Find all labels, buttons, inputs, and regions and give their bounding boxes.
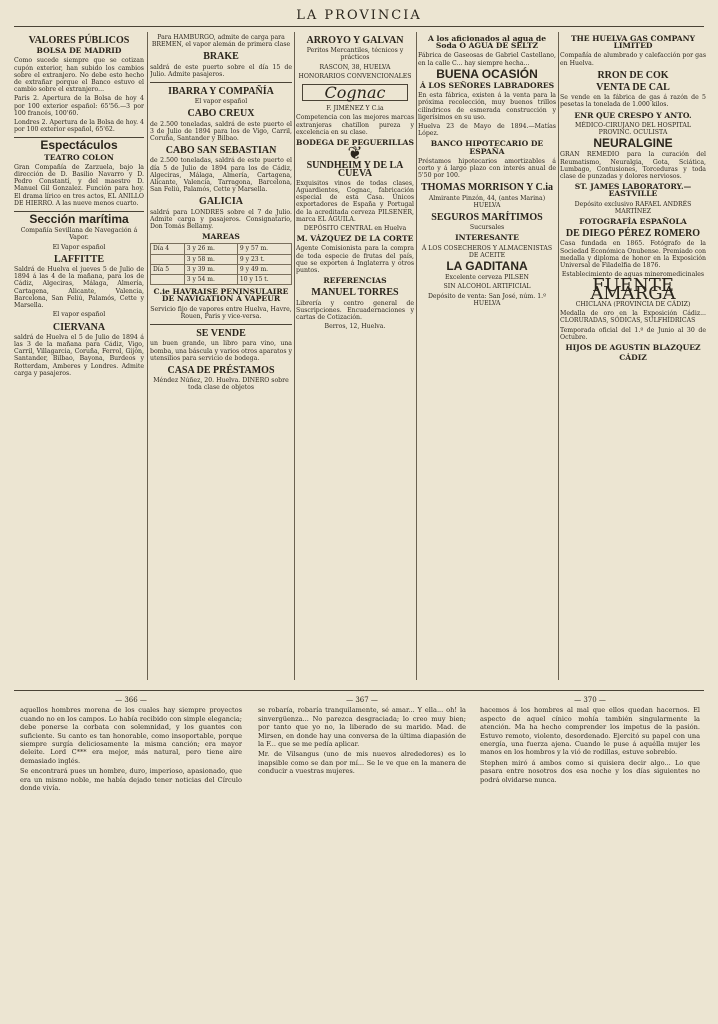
feuilleton-col-1 xyxy=(20,696,242,1022)
cervana-text: saldrá de Huelva el 5 de Julio de 1894 á las 3 de la mañana para Cádiz, Vigo, Carril, Villagarcia, Coruña, Ferrol, Gijón, Santander, Bilbao, Bayona, Burdeos y Rotterdam, Amberes y Londres. Admite carga y pasajeros. xyxy=(14,333,144,377)
jacobs-text: Depósito exclusivo RAFAEL ANDRÉS MARTÍNEZ xyxy=(574,200,692,215)
mid-rule xyxy=(14,690,704,691)
seguros-heading: SEGUROS MARÍTIMOS xyxy=(431,212,543,224)
venta-text: Se vende en la fábrica de gas á razón de 5 pesetas la tonelada de 1.000 kilos. xyxy=(560,94,706,109)
cognac-logo: Cognac xyxy=(302,84,408,101)
se-vende-heading: SE VENDE xyxy=(196,328,246,340)
gaditana-heading: LA GADITANA xyxy=(446,259,528,274)
foto-heading: FOTOGRAFÍA ESPAÑOLA xyxy=(579,217,687,227)
neuralgine-sub: GRAN REMEDIO para la curación del Reumatismo, Neuralgia, Gota, Sciática, Lumbago, Contusiones, Torceduras y toda clase de punzadas y dolores nerviosos. xyxy=(560,151,706,181)
interesante-text: Á LOS COSECHEROS Y ALMACENISTAS DE ACEITE xyxy=(421,244,553,259)
sundheim-heading: SUNDHEIM Y DE LA CUEVA xyxy=(306,160,404,179)
crespo-heading: ENR QUE CRESPO Y ANTO. xyxy=(574,110,692,120)
honorarios: HONORARIOS CONVENCIONALES xyxy=(298,72,412,80)
feuilleton-text: se robaría, robaría tranquilamente, sé amar... Y ella... oh! la sinvergüenza... No parezca desgraciada; lo creo muy bien; por tanto que yo no, la liberado de su marido. Mad. de Mirsen, en donde hay una conversa de la última diapasión de la F... que se me pedía aplicar. xyxy=(258,706,466,749)
column-4 xyxy=(418,32,556,680)
buena-text: En esta fábrica, existen á la venta para la próxima recolección, muy buenos trillos cilíndricos de esmerada construcción y ligerísimos en su uso. xyxy=(418,92,556,121)
sucursales: Sucursales xyxy=(469,224,505,232)
vapor-label: El Vapor español xyxy=(52,243,106,251)
column-divider xyxy=(558,32,559,680)
chavraise-heading: C.ie HAVRAISE PENINSULAIRE DE NAVIGATION Á VAPEUR xyxy=(153,287,289,304)
buena-sub: Á LOS SEÑORES LABRADORES xyxy=(419,81,555,91)
londres-note: Londres 2. Apertura de la Bolsa de hoy. 4 por 100 exterior español, 65'62. xyxy=(14,119,144,134)
estab-text: Establecimiento de aguas mineromedicinales xyxy=(561,271,705,279)
page-number: — 366 — xyxy=(115,696,147,704)
ship-cabo-creux: CABO CREUX xyxy=(187,108,255,120)
valores-subtitle: BOLSA DE MADRID xyxy=(36,46,122,56)
brake-text: saldrá de este puerto sobre el día 15 de Julio. Admite pasajeros. xyxy=(150,63,292,78)
rron-heading: RRON DE COK xyxy=(597,69,669,81)
deposito: DEPÓSITO CENTRAL en Huelva xyxy=(303,225,407,233)
feuilleton-text: aquellos hombres morena de los cuales hay siempre proyectos cuando no en los campos. Lo había recibido con simple elegancia; debe ponerse la corbata con solemnidad, y los guantes con suficiente. Su canto es tan honorable, como insoportable, porque siempre surgía deliciosamente la misma canción; era mayor deleite. Lord C*** era mejor, más natural, pero tiene aire demasiado inglés. xyxy=(20,706,242,765)
torres-text: Librería y centro general de Suscripciones. Encuadernaciones y cartas de Cotización. xyxy=(296,299,414,322)
jacobs-heading: ST. JAMES LABORATORY.—EASTVILLE xyxy=(574,182,692,199)
sundheim-text: Exquisitos vinos de todas clases, Aguardientes, Cognac, fabricación especial de esta Casa. Únicos exportadores de España y Portugal de la acreditada cerveza PILSENER, marca EL ÁGUILA. xyxy=(296,179,414,223)
column-5 xyxy=(560,32,706,680)
laffitte-text: Saldrá de Huelva el jueves 5 de Julio de 1894 á las 4 de la mañana, para los de Cádiz, Algeciras, Málaga, Almería, Cartagena, Alicante, Valencia, Barcelona, San Feliú, Palamós, Cette y Marsella. xyxy=(14,266,144,310)
chavraise-sub: Servicio fijo de vapores entre Huelva, Havre, Rouen, Paris y vice-versa. xyxy=(150,305,292,320)
hijos-heading: HIJOS DE AGUSTIN BLAZQUEZ xyxy=(565,342,701,352)
feuilleton-col-3 xyxy=(480,696,700,1022)
hamburgo-text: Para HAMBURGO, admite de carga para BREMEN, el vapor alemán de primera clase xyxy=(151,34,291,49)
crespo-text: MÉDICO-CIRUJANO DEL HOSPITAL PROVINC. OCULISTA xyxy=(575,121,691,137)
chiclana: CHICLANA (PROVINCIA DE CÁDIZ) xyxy=(575,300,691,308)
torres-addr: Berros, 12, Huelva. xyxy=(324,323,386,331)
cadiz-label: CÁDIZ xyxy=(619,353,647,363)
ship-cabo-san-sebastian: CABO SAN SEBASTIAN xyxy=(165,145,277,157)
cognac-brand: F. JIMÉNEZ Y C.ia xyxy=(326,105,384,113)
column-1 xyxy=(14,32,144,680)
ship-cervana: CIERVANA xyxy=(52,321,106,333)
column-2 xyxy=(150,32,292,680)
aguas-text: Fábrica de Gaseosas de Gabriel Castellano, en la calle C... hay siempre hecha... xyxy=(418,52,556,67)
venta-heading: VENTA DE CAL xyxy=(596,82,670,94)
ibarra-sub: El vapor español xyxy=(194,98,248,106)
teatro-heading: TEATRO COLON xyxy=(44,152,114,162)
referencias-heading: REFERENCIAS xyxy=(323,276,387,286)
feuilleton-col-2 xyxy=(258,696,466,1022)
pilsen-text: Depósito de venta: San José, núm. 1.º HUELVA xyxy=(427,292,547,307)
mareas-heading: MAREAS xyxy=(202,232,240,242)
galicia-text: saldrá para LONDRES sobre el 7 de Julio. Admite carga y pasajeros. Consignatario, Don Tomás Bellamy. xyxy=(150,208,292,231)
divider xyxy=(150,82,292,83)
banco-text: Préstamos hipotecarios amortizables á corto y á largo plazo con interés anual de 5'50 por 100. xyxy=(418,157,556,180)
cognac-text: Competencia con las mejores marcas extranjeras chatillon pureza y excelencia en su clase. xyxy=(296,114,414,136)
buena-ocasion-heading: BUENA OCASIÓN xyxy=(436,66,538,81)
ship-laffitte: LAFFITTE xyxy=(53,253,104,265)
fuente-heading: FUENTE AMARGA xyxy=(590,275,676,304)
maritima-heading: Sección marítima xyxy=(29,212,129,227)
banco-heading: BANCO HIPOTECARIO DE ESPAÑA xyxy=(430,139,544,156)
page-number: — 367 — xyxy=(346,696,378,704)
neuralgine-heading: NEURALGINE xyxy=(593,136,673,151)
divider xyxy=(150,324,292,325)
cabo-san-text: de 2.500 toneladas, saldrá de este puerto el día 5 de Julio de 1894 para los de Cádiz, Algeciras, Málaga, Almería, Cartagena, Alicante, Valencia, Tarragona, Barcelona, San Feliú, Palamós, Cette y Marsella. xyxy=(150,157,292,194)
company-name: Compañía Sevillana de Navegación á Vapor. xyxy=(20,227,138,242)
ship-brake: BRAKE xyxy=(203,51,239,63)
perez-heading: DE DIEGO PÉREZ ROMERO xyxy=(565,228,701,240)
feuilleton-text: Se encontrará pues un hombre, duro, imperioso, apasionado, que era un mismo noble, me había dejado tener noticias del Círculo donde vivía. xyxy=(20,767,242,793)
buena-date: Huelva 23 de Mayo de 1894.—Matías López. xyxy=(418,123,556,138)
se-vende-text: un buen grande, un libro para vino, una bomba, una báscula y varios otros aparatos y utensilios para servicio de bodega. xyxy=(150,340,292,362)
feuilleton-text: hacemos á los hombres al mal que ellos quedan hacernos. El aspecto de aquel cínico mohía también singularmente la atención. Ma ha hecho comprender los impetus de la pasión. Estuvo remoto, violento, desordenado. Ejercitó su papel con una energía, una fuerza ajena. Cuando le puse á aquélla mujer les manos en los hombros y la vió de rodillas, estuve sobrebío. xyxy=(480,706,700,757)
aguas-heading: A los aficionados al agua de Soda O AGUA DE SELTZ xyxy=(427,34,547,51)
casa-heading: CASA DE PRÉSTAMOS xyxy=(167,364,275,376)
valores-text: Como sucede siempre que se cotizan cupón exterior, han subido los cambios sobre el extranjero. No debe esto hecho de extrañar porque el Banco estuvo el cambio sobre el extranjero... xyxy=(14,57,144,94)
column-divider xyxy=(416,32,417,680)
paris-note: Paris 2. Apertura de la Bolsa de hoy 4 por 100 exterior español: 65'56.—3 por 100 francés, 100'60. xyxy=(14,95,144,117)
column-divider xyxy=(147,32,148,680)
huelva-gas-heading: THE HUELVA GAS COMPANY LIMITED xyxy=(570,34,696,51)
masthead: LA PROVINCIA xyxy=(296,8,422,23)
feuilleton-text: Stephen miró á ambos como si quisiera decir algo... Lo que pasara entre nosotros dos esa noche y los días siguientes no podrá olvidarse nunca. xyxy=(480,758,700,784)
perez-text: Casa fundada en 1865. Fotógrafo de la Sociedad Económica Onubense. Premiado con medalla y diploma de honor en la Exposición Universal de Filadelfia de 1876. xyxy=(560,240,706,270)
feuilleton-text: Mr. de Vilsangus (uno de mis nuevos alrededores) es lo inapsible como se dan por mí... Se le ve que en la manera de conducir a vuestras mujeres. xyxy=(258,750,466,776)
cabo-creux-text: de 2.500 toneladas, saldrá de este puerto el 3 de Julio de 1894 para los de Vigo, Carril, Coruña, Santander y Bilbao. xyxy=(150,120,292,143)
thomas-heading: THOMAS MORRISON Y C.ia xyxy=(420,182,554,194)
espectaculos-heading: Espectáculos xyxy=(40,138,118,153)
pilsen-sub: SIN ALCOHOL ARTIFICIAL xyxy=(443,283,531,291)
bodega-heading: BODEGA DE PEGUERILLAS xyxy=(296,138,414,148)
thomas-sub: Almirante Pinzón, 44, (antes Marina) HUELVA xyxy=(428,194,546,209)
top-rule xyxy=(14,26,704,27)
arroyo-heading: ARROYO Y GALVAN xyxy=(306,35,404,46)
mareas-table: Día 4 3 y 26 m. 9 y 57 m. 3 y 58 m. 9 y 23 t. Día 5 3 y 39 m. 9 y 49 m. 3 y 54 m. 10 y 15 t. xyxy=(150,243,292,285)
column-divider xyxy=(294,32,295,680)
vapor-label-2: El vapor español xyxy=(52,311,106,319)
fuente-text: Medalla de oro en la Exposición Cádiz... CLORURADAS, SÓDICAS, SULFHÍDRICAS xyxy=(560,310,706,325)
temporada: Temporada oficial del 1.º de Junio al 30 de Octubre. xyxy=(560,326,706,341)
teatro-text: Gran Compañía de Zarzuela, bajo la dirección de D. Basilio Navarro y D. Pedro Constantí, y del maestro D. Manuel Gil Gonzalez. Función para hoy. El drama lírico en tres actos, EL ANILLO DE HIERRO. A las nueve menos cuarto. xyxy=(14,163,144,207)
page-number: — 370 — xyxy=(574,696,606,704)
vazquez-text: Agente Comisionista para la compra de toda especie de frutas del país, que se exporten á Inglaterra y otros puntos. xyxy=(296,245,414,275)
vazquez-heading: M. VÁZQUEZ DE LA CORTE xyxy=(296,234,414,244)
arroyo-addr: RASCON, 38, HUELVA xyxy=(319,63,391,71)
valores-title: VALORES PÚBLICOS xyxy=(28,35,130,46)
crest-icon: ❦ xyxy=(347,143,363,165)
ship-galicia: GALICIA xyxy=(199,196,243,208)
pilsen: Excelente cerveza PILSEN xyxy=(445,274,529,282)
interesante-heading: INTERESANTE xyxy=(455,233,519,243)
casa-text: Méndez Núñez, 20. Huelva. DINERO sobre toda clase de objetos xyxy=(153,377,289,392)
arroyo-sub: Peritos Mercantiles, técnicos y prácticos xyxy=(306,47,404,62)
ibarra-heading: IBARRA Y COMPAÑÍA xyxy=(168,86,274,98)
torres-heading: MANUEL TORRES xyxy=(311,287,399,299)
huelva-gas-text: Compañía de alumbrado y calefacción por gas en Huelva. xyxy=(560,52,706,67)
column-3 xyxy=(296,32,414,680)
